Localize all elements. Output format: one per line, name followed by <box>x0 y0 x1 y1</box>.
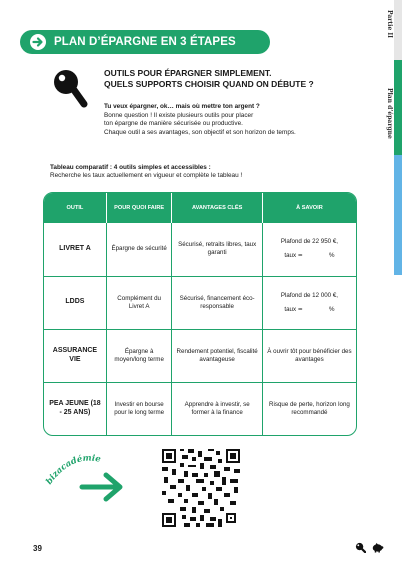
cell-outil: LDDS <box>44 276 106 329</box>
taux-unit: % <box>328 305 335 313</box>
cell-outil: LIVRET A <box>44 223 106 276</box>
cell-pourquoi: Épargne à moyen/long terme <box>106 329 172 382</box>
side-strip-green <box>394 60 402 155</box>
table-intro <box>50 164 370 180</box>
table-title: Tableau comparatif : 4 outils simples et accessibles : <box>50 164 211 171</box>
intro-question: Tu veux épargner, ok… mais où mettre ton argent ? <box>104 103 260 110</box>
header-pourquoi: POUR QUOI FAIRE <box>106 193 172 223</box>
side-part-label: Partie II <box>386 10 393 38</box>
header-outil: OUTIL <box>44 193 106 223</box>
footer-icons <box>355 540 384 558</box>
page-heading <box>104 68 374 90</box>
cell-outil: ASSURANCE VIE <box>44 329 106 382</box>
cell-pourquoi: Investir en bourse pour le long terme <box>106 382 172 435</box>
taux-label: taux ≃ <box>284 252 303 260</box>
cell-a-savoir: À ouvrir tôt pour bénéficier des avantages <box>262 329 356 382</box>
cell-avantages: Rendement potentiel, fiscalité avantageuse <box>172 329 262 382</box>
piggy-bank-icon <box>371 540 384 558</box>
section-banner <box>20 30 270 54</box>
banner-title: PLAN D’ÉPARGNE EN 3 ÉTAPES <box>54 36 236 48</box>
cell-outil: PEA JEUNE (18 - 25 ANS) <box>44 382 106 435</box>
page-number: 39 <box>33 544 42 553</box>
table-row <box>44 276 356 329</box>
taux-label: taux ≃ <box>284 305 303 313</box>
taux-fill-in[interactable] <box>267 252 352 260</box>
svg-text:bizacadémie <box>44 453 102 487</box>
intro-line-2: ton épargne de manière sécurisée ou productive. <box>104 120 243 128</box>
comparison-table <box>43 192 357 436</box>
intro-text <box>104 103 369 137</box>
heading-line-1: OUTILS POUR ÉPARGNER SIMPLEMENT. <box>104 68 272 78</box>
cell-a-savoir <box>262 223 356 276</box>
cell-avantages: Apprendre à investir, se former à la finance <box>172 382 262 435</box>
table-row <box>44 223 356 276</box>
table-row <box>44 382 356 435</box>
plafond-text: Plafond de 12 000 €, <box>280 291 338 299</box>
cell-a-savoir: Risque de perte, horizon long recommandé <box>269 400 350 416</box>
heading-line-2: QUELS SUPPORTS CHOISIR QUAND ON DÉBUTE ? <box>104 79 314 89</box>
intro-line-3: Chaque outil a ses avantages, son objectif et son horizon de temps. <box>104 128 296 136</box>
taux-unit: % <box>328 252 335 260</box>
cell-pourquoi: Complément du Livret A <box>106 276 172 329</box>
cell-a-savoir <box>262 276 356 329</box>
qr-code[interactable] <box>160 447 242 529</box>
magnifier-icon <box>355 540 366 558</box>
table-row <box>44 329 356 382</box>
logo-text: bizacadémie <box>44 453 102 487</box>
side-strip-blue <box>394 155 402 275</box>
magnifier-icon <box>52 68 88 110</box>
intro-line-1: Bonne question ! Il existe plusieurs outils pour placer <box>104 111 254 119</box>
cell-pourquoi: Épargne de sécurité <box>106 223 172 276</box>
plafond-text: Plafond de 22 950 €, <box>280 238 338 246</box>
bizacademie-logo <box>42 445 132 515</box>
header-a-savoir: À SAVOIR <box>262 193 356 223</box>
side-section-label: Plan d’épargne <box>386 88 393 139</box>
taux-fill-in[interactable] <box>267 306 352 314</box>
side-tab <box>384 0 402 300</box>
header-avantages: AVANTAGES CLÉS <box>172 193 262 223</box>
table-subtitle: Recherche les taux actuellement en vigueur et complète le tableau ! <box>50 172 243 179</box>
arrow-right-icon <box>30 34 46 50</box>
table-header-row <box>44 193 356 223</box>
cell-avantages: Sécurisé, financement éco-responsable <box>172 276 262 329</box>
cell-avantages: Sécurisé, retraits libres, taux garanti <box>172 223 262 276</box>
side-strip-grey <box>394 0 402 60</box>
